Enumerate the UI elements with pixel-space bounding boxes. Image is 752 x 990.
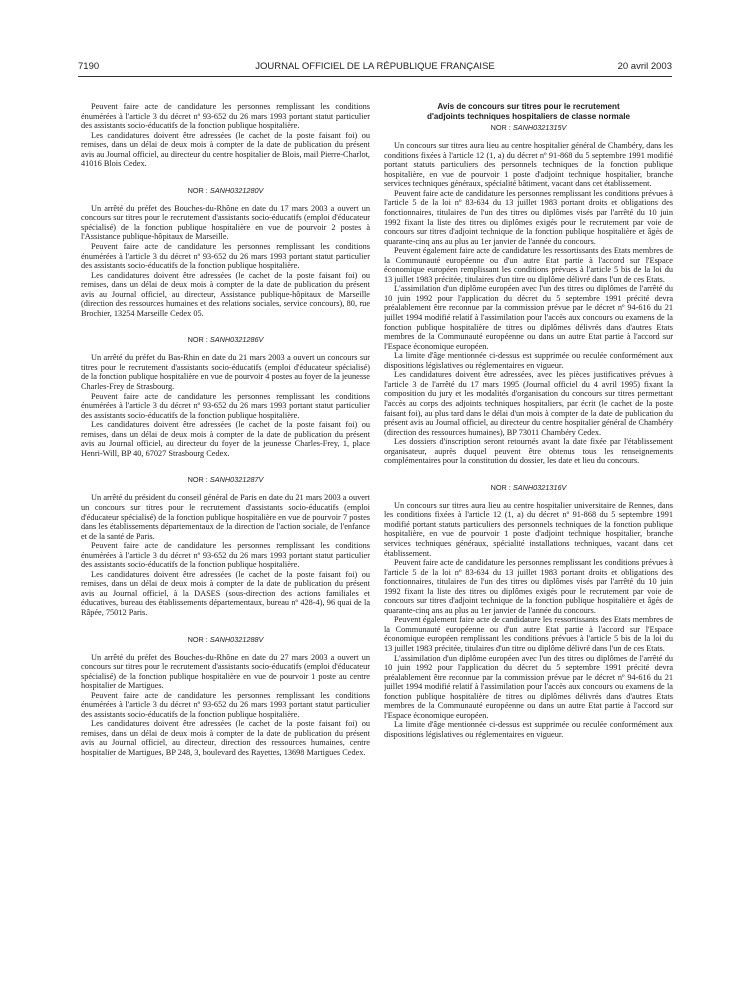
nor-label: NOR :: [187, 475, 208, 485]
paragraph: Un arrêté du préfet du Bas-Rhin en date du 21 mars 2003 a ouvert un concours sur titres pour le recrutement d'assistants socio-éducatifs (emploi d'éducateur spécialisé) de la fonction publique hospitalière en vue de pourvoir 4 postes au foyer de la jeunesse Charles-Frey de Strasbourg.: [81, 353, 370, 392]
nor-label: NOR :: [187, 185, 208, 195]
left-column: [81, 102, 370, 972]
nor-reference: [81, 475, 370, 484]
paragraph: Les candidatures doivent être adressées (le cachet de la poste faisant foi) ou remises, dans un délai de deux mois à compter de la date de publication du présent avis au Journal officiel, au directeur du centre hospitalier de Blois, mail Pierre-Charlot, 41016 Blois Cedex.: [81, 130, 370, 169]
paragraph: Peuvent faire acte de candidature les personnes remplissant les conditions énumérées à l'article 3 du décret nº 93-652 du 26 mars 1993 portant statut particulier des assistants socio-éducatifs de la fonction publique hospitalière.: [81, 242, 370, 271]
paragraph: Peuvent faire acte de candidature les personnes remplissant les conditions énumérées à l'article 3 du décret nº 93-652 du 26 mars 1993 portant statut particulier des assistants socio-éducatifs de la fonction publique hospitalière.: [81, 690, 370, 719]
nor-reference: [81, 186, 370, 195]
paragraph: Un concours sur titres aura lieu au centre hospitalier universitaire de Rennes, dans les conditions fixées à l'article 12 (1, a) du décret nº 91-868 du 5 septembre 1991 modifié portant statuts particuliers des personnels techniques de la fonction publique hospitalière, en vue de pourvoir 1 poste d'adjoint technique hospitalier, branche services techniques généraux, spécialité installations techniques, vacant dans cet établissement.: [384, 500, 673, 558]
nor-label: NOR :: [490, 123, 511, 133]
notice-title: [384, 102, 673, 121]
paragraph: Les candidatures doivent être adressées, avec les pièces justificatives prévues à l'article 3 de l'arrêté du 17 mars 1995 (Journal officiel du 4 avril 1995) fixant la composition du jury et les modalités d'organisation du concours sur titres permettant l'accès au corps des adjoints techniques hospitaliers, par écrit (le cachet de la poste faisant foi), au plus tard dans le délai d'un mois à compter de la date de publication du présent avis au Journal officiel, au directeur du centre hospitalier général de Chambéry (direction des ressources humaines), BP 73011 Chambéry Cedex.: [384, 370, 673, 437]
nor-code: SANH0321288V: [209, 634, 264, 644]
paragraph: Peuvent également faire acte de candidature les ressortissants des Etats membres de la Communauté européenne ou d'un autre Etat partie à l'accord sur l'Espace économique européen remplissant les conditions prévues à l'article 5 bis de la loi du 13 juillet 1983 précitée, titulaires d'un titre ou diplôme délivré dans l'un de ces Etats.: [384, 246, 673, 284]
nor-code: SANH0321286V: [209, 335, 264, 345]
paragraph: La limite d'âge mentionnée ci-dessus est supprimée ou reculée conformément aux dispositions législatives ou réglementaires en vigueur.: [384, 351, 673, 370]
paragraph: Peuvent également faire acte de candidature les ressortissants des Etats membres de la Communauté européenne ou d'un autre Etat partie à l'accord sur l'Espace économique européen remplissant les conditions prévues à l'article 5 bis de la loi du 13 juillet 1983 précitée, titulaires d'un titre ou diplôme délivré dans l'un de ces Etats.: [384, 615, 673, 653]
nor-reference: [81, 335, 370, 344]
paragraph: Les candidatures doivent être adressées (le cachet de la poste faisant foi) ou remises, dans un délai de deux mois à compter de la date de publication du présent avis au Journal officiel, à la DASES (sous-direction des actions familiales et éducatives, bureau des établissements départementaux, bureau nº 428-4), 96 quai de la Râpée, 75012 Paris.: [81, 569, 370, 617]
paragraph: L'assimilation d'un diplôme européen avec l'un des titres ou diplômes de l'arrêté du 10 juin 1992 pour l'application du décret du 5 septembre 1991 précité devra préalablement être reconnue par la commission prévue par le décret nº 94-616 du 21 juillet 1994 modifié relatif à l'assimilation pour l'accès aux concours ou examens de la fonction publique hospitalière de titres ou diplômes délivrés dans d'autres Etats membres de la Communauté européenne ou dans un autre Etat partie à l'accord sur l'Espace économique européen.: [384, 653, 673, 720]
paragraph: Peuvent faire acte de candidature les personnes remplissant les conditions énumérées à l'article 3 du décret nº 93-652 du 26 mars 1993 portant statut particulier des assistants socio-éducatifs de la fonction publique hospitalière.: [81, 391, 370, 420]
right-column: [384, 102, 673, 972]
journal-title: JOURNAL OFFICIEL DE LA RÉPUBLIQUE FRANÇAISE: [255, 61, 495, 72]
paragraph: Peuvent faire acte de candidature les personnes remplissant les conditions prévues à l'article 5 de la loi nº 83-634 du 13 juillet 1983 portant droits et obligations des fonctionnaires, titulaires de l'un des titres ou diplômes visés par l'arrêté du 10 juin 1992 fixant la liste des titres ou diplômes exigés pour le recrutement par voie de concours sur titres d'adjoint technique de la fonction publique hospitalière et âgés de quarante-cinq ans au plus au 1er janvier de l'année du concours.: [384, 188, 673, 246]
notice-title-line: d'adjoints techniques hospitaliers de classe normale: [427, 111, 630, 121]
page-header: [78, 61, 672, 75]
header-rule: [78, 76, 672, 77]
paragraph: Un arrêté du préfet des Bouches-du-Rhône en date du 27 mars 2003 a ouvert un concours sur titres pour le recrutement d'assistants socio-éducatifs (emploi d'éducateur spécialisé) de la fonction publique hospitalière en vue de pourvoir 1 poste au centre hospitalier de Martigues.: [81, 652, 370, 691]
paragraph: La limite d'âge mentionnée ci-dessus est supprimée ou reculée conformément aux dispositions législatives ou réglementaires en vigueur.: [384, 720, 673, 739]
nor-label: NOR :: [187, 335, 208, 345]
page-number: 7190: [78, 61, 100, 72]
nor-reference: [384, 483, 673, 492]
nor-code: SANH0321280V: [209, 185, 264, 195]
paragraph: Peuvent faire acte de candidature les personnes remplissant les conditions prévues à l'article 5 de la loi nº 83-634 du 13 juillet 1983 portant droits et obligations des fonctionnaires, titulaires de l'un des titres ou diplômes visés par l'arrêté du 10 juin 1992 fixant la liste des titres ou diplômes exigés pour le recrutement par voie de concours sur titres d'adjoint technique de la fonction publique hospitalière et âgés de quarante-cinq ans au plus au 1er janvier de l'année du concours.: [384, 558, 673, 615]
paragraph: Un concours sur titres aura lieu au centre hospitalier général de Chambéry, dans les conditions fixées à l'article 12 (1, a) du décret nº 91-868 du 5 septembre 1991 modifié portant statuts particuliers des personnels techniques de la fonction publique hospitalière, en vue de pourvoir 1 poste d'adjoint technique hospitalier, branche services techniques généraux, spécialité bâtiment, vacant dans cet établissement.: [384, 141, 673, 189]
paragraph: Les dossiers d'inscription seront retournés avant la date fixée par l'établissement organisateur, auprès duquel peuvent être obtenus tous les renseignements complémentaires pour la constitution du dossier, les date et lieu du concours.: [384, 437, 673, 466]
nor-label: NOR :: [490, 482, 511, 492]
paragraph: Les candidatures doivent être adressées (le cachet de la poste faisant foi) ou remises, dans un délai de deux mois à compter de la date de publication du présent avis au Journal officiel, au directeur, direction des ressources humaines, centre hospitalier de Martigues, BP 248, 3, boulevard des Rayettes, 13698 Martigues Cedex.: [81, 719, 370, 757]
paragraph: Les candidatures doivent être adressées (le cachet de la poste faisant foi) ou remises, dans un délai de deux mois à compter de la date de publication du présent avis au Journal officiel, au directeur du foyer de la jeunesse Charles-Frey, 1, place Henri-Will, BP 40, 67027 Strasbourg Cedex.: [81, 420, 370, 458]
nor-code: SANH0321287V: [209, 475, 264, 485]
paragraph: Peuvent faire acte de candidature les personnes remplissant les conditions énumérées à l'article 3 du décret nº 93-652 du 26 mars 1993 portant statut particulier des assistants socio-éducatifs de la fonction publique hospitalière.: [81, 102, 370, 131]
paragraph: Peuvent faire acte de candidature les personnes remplissant les conditions énumérées à l'article 3 du décret nº 93-652 du 26 mars 1993 portant statut particulier des assistants socio-éducatifs de la fonction publique hospitalière.: [81, 541, 370, 570]
nor-label: NOR :: [187, 634, 208, 644]
nor-reference: [384, 123, 673, 132]
notice-title-line: Avis de concours sur titres pour le recrutement: [437, 102, 620, 111]
nor-reference: [81, 635, 370, 644]
issue-date: 20 avril 2003: [617, 61, 672, 72]
paragraph: Un arrêté du président du conseil général de Paris en date du 21 mars 2003 a ouvert un concours sur titres pour le recrutement d'assistants socio-éducatifs (emploi d'éducateur spécialisé) de la fonction publique hospitalière en vue de pourvoir 7 postes dans les établissements départementaux de la direction de l'action sociale, de l'enfance et de la santé de Paris.: [81, 493, 370, 541]
paragraph: L'assimilation d'un diplôme européen avec l'un des titres ou diplômes de l'arrêté du 10 juin 1992 pour l'application du décret du 5 septembre 1991 précité devra préalablement être reconnue par la commission prévue par le décret nº 94-616 du 21 juillet 1994 modifié relatif à l'assimilation pour l'accès aux concours ou examens de la fonction publique hospitalière de titres ou diplômes délivrés dans d'autres Etats membres de la Communauté européenne ou dans un autre Etat partie à l'accord sur l'Espace économique européen.: [384, 284, 673, 351]
nor-code: SANH0321315V: [512, 123, 567, 133]
nor-code: SANH0321316V: [512, 482, 567, 492]
paragraph: Les candidatures doivent être adressées (le cachet de la poste faisant foi) ou remises, dans un délai de deux mois à compter de la date de publication du présent avis au Journal officiel, au directeur, Assistance publique-hôpitaux de Marseille (direction des ressources humaines et des relations sociales, service concours), 80, rue Brochier, 13254 Marseille Cedex 05.: [81, 270, 370, 318]
paragraph: Un arrêté du préfet des Bouches-du-Rhône en date du 17 mars 2003 a ouvert un concours sur titres pour le recrutement d'assistants socio-éducatifs (emploi d'éducateur spécialisé) de la fonction publique hospitalière en vue de pourvoir 2 postes à l'Assistance publique-hôpitaux de Marseille.: [81, 203, 370, 242]
